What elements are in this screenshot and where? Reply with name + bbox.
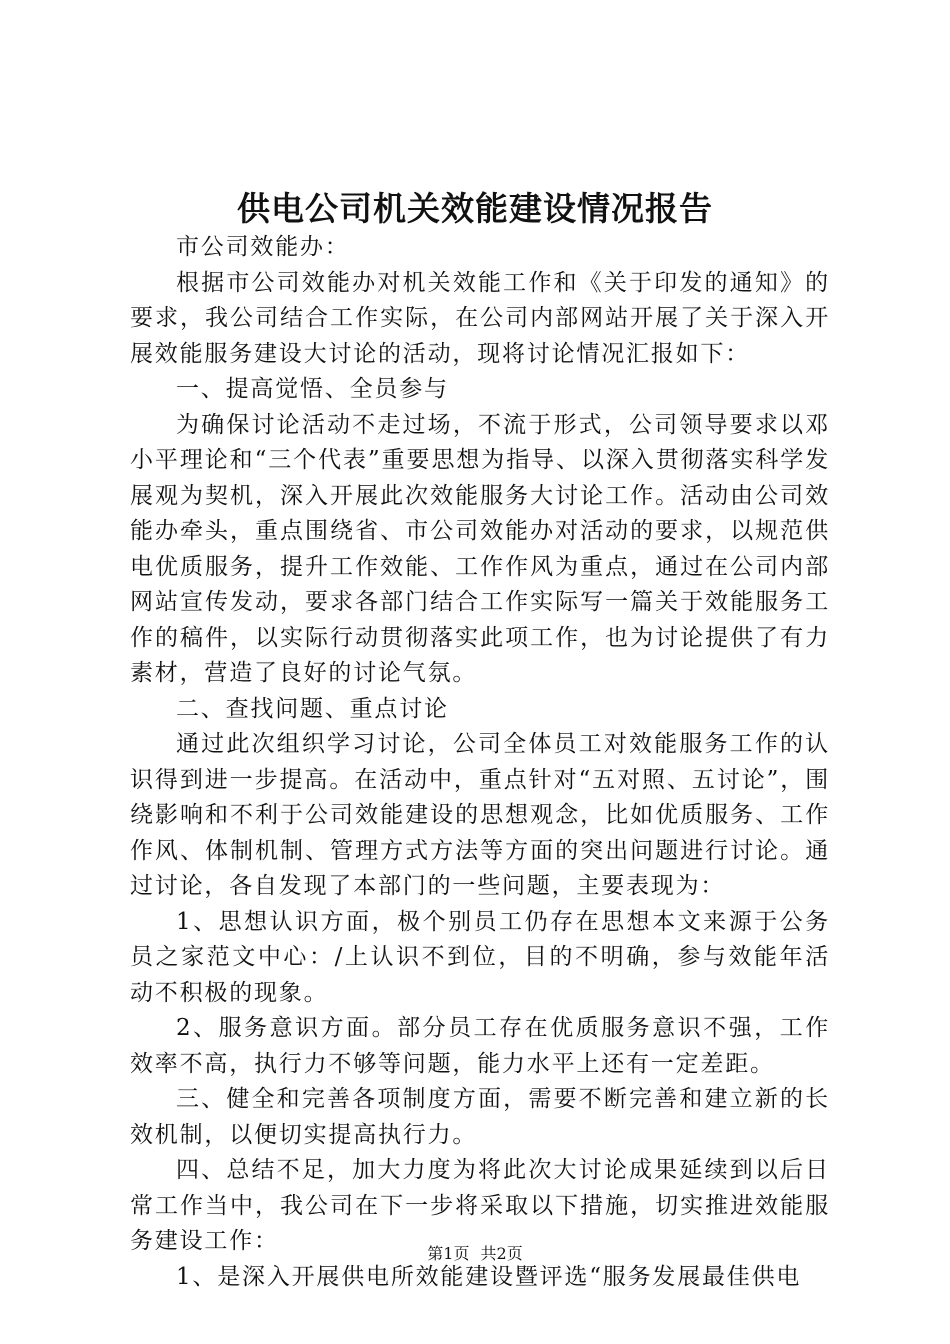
section-heading-1: 一、提高觉悟、全员参与 bbox=[176, 376, 449, 402]
section-heading-4: 四、总结不足，加大力度为将此次大讨论成果延续到以后日常工作当中，我公司在下一步将采取以下措施，切实推进效能服务建设工作： bbox=[130, 1157, 830, 1254]
salutation: 市公司效能办： bbox=[176, 234, 350, 260]
page-footer bbox=[0, 1243, 950, 1265]
section-heading-3: 三、健全和完善各项制度方面，需要不断完善和建立新的长效机制，以便切实提高执行力。 bbox=[130, 1086, 830, 1148]
section-heading-2: 二、查找问题、重点讨论 bbox=[176, 695, 449, 722]
list-item-2: 2、服务意识方面。部分员工存在优质服务意识不强，工作效率不高，执行力不够等问题，能力水平上还有一定差距。 bbox=[130, 1015, 830, 1077]
section-1-paragraph: 为确保讨论活动不走过场，不流于形式，公司领导要求以邓小平理论和“三个代表”重要思想为指导、以深入贯彻落实科学发展观为契机，深入开展此次效能服务大讨论工作。活动由公司效能办牵头，重点围绕省、市公司效能办对活动的要求，以规范供电优质服务，提升工作效能、工作作风为重点，通过在公司内部网站宣传发动，要求各部门结合工作实际写一篇关于效能服务工作的稿件，以实际行动贯彻落实此项工作，也为讨论提供了有力素材，营造了良好的讨论气氛。 bbox=[130, 411, 830, 686]
intro-paragraph: 根据市公司效能办对机关效能工作和《关于印发的通知》的要求，我公司结合工作实际，在公司内部网站开展了关于深入开展效能服务建设大讨论的活动，现将讨论情况汇报如下： bbox=[130, 269, 830, 367]
document-title: 供电公司机关效能建设情况报告 bbox=[237, 189, 713, 228]
measure-item-1: 1、是深入开展供电所效能建设暨评选“服务发展最佳供电 bbox=[176, 1263, 802, 1290]
page-number: 第1页 bbox=[427, 1244, 470, 1263]
section-2-paragraph: 通过此次组织学习讨论，公司全体员工对效能服务工作的认识得到进一步提高。在活动中，重点针对“五对照、五讨论”，围绕影响和不利于公司效能建设的思想观念，比如优质服务、工作作风、体制机制、管理方式方法等方面的突出问题进行讨论。通过讨论，各自发现了本部门的一些问题，主要表现为： bbox=[130, 731, 830, 899]
page-total: 共2页 bbox=[480, 1244, 523, 1263]
list-item-1: 1、思想认识方面，极个别员工仍存在思想本文来源于公务员之家范文中心：/上认识不到位，目的不明确，参与效能年活动不积极的现象。 bbox=[130, 908, 830, 1006]
document-body bbox=[130, 230, 830, 1295]
